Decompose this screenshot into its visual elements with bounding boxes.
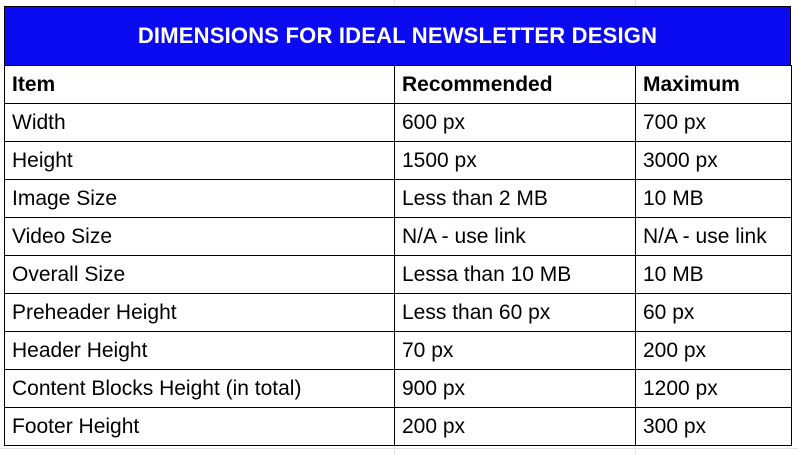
table-row xyxy=(5,180,792,218)
table-row xyxy=(5,332,792,370)
cell-maximum[interactable]: 200 px xyxy=(636,332,792,370)
cell-item[interactable]: Width xyxy=(5,104,395,142)
cell-recommended[interactable]: N/A - use link xyxy=(395,218,636,256)
cell-maximum[interactable]: 60 px xyxy=(636,294,792,332)
table-row xyxy=(5,142,792,180)
cell-item[interactable]: Height xyxy=(5,142,395,180)
header-row xyxy=(5,66,792,104)
cell-maximum[interactable]: 1200 px xyxy=(636,370,792,408)
cell-recommended[interactable]: 70 px xyxy=(395,332,636,370)
cell-recommended[interactable]: 1500 px xyxy=(395,142,636,180)
table-title-banner xyxy=(4,6,791,65)
cell-maximum[interactable]: 10 MB xyxy=(636,180,792,218)
dimensions-table xyxy=(4,65,792,446)
cell-item[interactable]: Footer Height xyxy=(5,408,395,446)
cell-maximum[interactable]: 10 MB xyxy=(636,256,792,294)
spreadsheet-table-block xyxy=(4,6,791,446)
table-row xyxy=(5,218,792,256)
table-row xyxy=(5,256,792,294)
cell-maximum[interactable]: 700 px xyxy=(636,104,792,142)
cell-item[interactable]: Image Size xyxy=(5,180,395,218)
table-row xyxy=(5,294,792,332)
cell-maximum[interactable]: N/A - use link xyxy=(636,218,792,256)
table-row xyxy=(5,408,792,446)
cell-recommended[interactable]: 600 px xyxy=(395,104,636,142)
header-cell-maximum[interactable]: Maximum xyxy=(636,66,792,104)
cell-item[interactable]: Header Height xyxy=(5,332,395,370)
header-cell-recommended[interactable]: Recommended xyxy=(395,66,636,104)
table-row xyxy=(5,104,792,142)
header-cell-item[interactable]: Item xyxy=(5,66,395,104)
cell-maximum[interactable]: 3000 px xyxy=(636,142,792,180)
cell-recommended[interactable]: Less than 60 px xyxy=(395,294,636,332)
cell-item[interactable]: Overall Size xyxy=(5,256,395,294)
table-row xyxy=(5,370,792,408)
cell-item[interactable]: Content Blocks Height (in total) xyxy=(5,370,395,408)
cell-recommended[interactable]: Less than 2 MB xyxy=(395,180,636,218)
cell-recommended[interactable]: 200 px xyxy=(395,408,636,446)
table-title: DIMENSIONS FOR IDEAL NEWSLETTER DESIGN xyxy=(137,23,658,48)
cell-recommended[interactable]: Lessa than 10 MB xyxy=(395,256,636,294)
cell-maximum[interactable]: 300 px xyxy=(636,408,792,446)
cell-recommended[interactable]: 900 px xyxy=(395,370,636,408)
cell-item[interactable]: Video Size xyxy=(5,218,395,256)
cell-item[interactable]: Preheader Height xyxy=(5,294,395,332)
